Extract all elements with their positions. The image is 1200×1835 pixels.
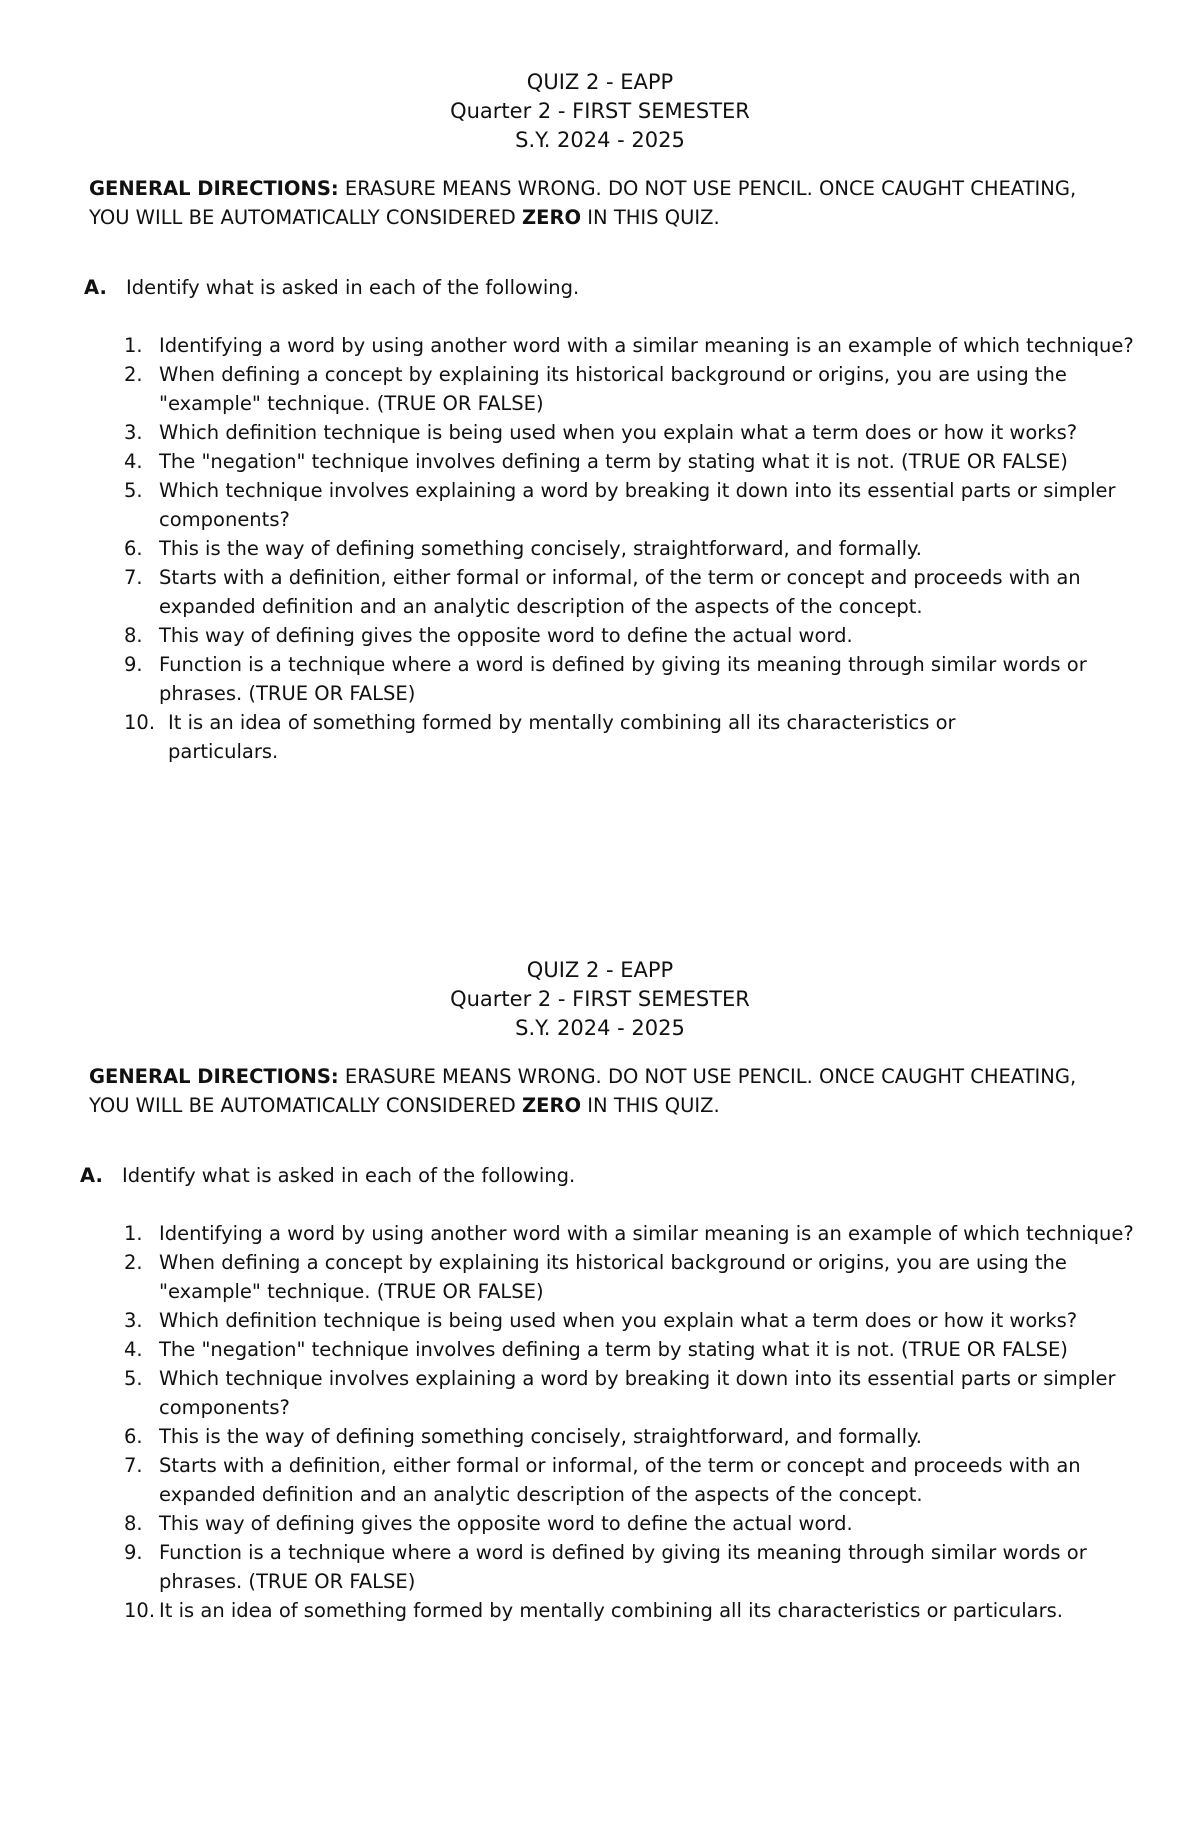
quiz-quarter: Quarter 2 - FIRST SEMESTER bbox=[450, 987, 750, 1011]
quiz-copy-1 bbox=[0, 68, 1200, 763]
question-text: Starts with a definition, either formal or informal, of the term or concept and proceeds with an expanded definition and an analytic description of the aspects of the concept. bbox=[159, 566, 1081, 618]
question-text: Starts with a definition, either formal or informal, of the term or concept and proceeds with an expanded definition and an analytic description of the aspects of the concept. bbox=[159, 1454, 1081, 1506]
question-text: The "negation" technique involves defining a term by stating what it is not. (TRUE OR FALSE) bbox=[159, 1338, 1068, 1361]
question-number: 7. bbox=[124, 566, 143, 589]
question-number: 2. bbox=[124, 363, 143, 386]
question-number: 9. bbox=[124, 653, 143, 676]
question-text: When defining a concept by explaining its historical background or origins, you are using the "example" technique. (TRUE OR FALSE) bbox=[159, 1251, 1067, 1303]
question-item bbox=[0, 476, 1134, 534]
section-instruction: Identify what is asked in each of the following. bbox=[126, 276, 580, 299]
question-number: 7. bbox=[124, 1454, 143, 1477]
question-number: 8. bbox=[124, 1512, 143, 1535]
question-number: 9. bbox=[124, 1541, 143, 1564]
question-number: 6. bbox=[124, 1425, 143, 1448]
quiz-title: QUIZ 2 - EAPP bbox=[526, 70, 674, 94]
question-text: Identifying a word by using another word with a similar meaning is an example of which technique? bbox=[159, 1222, 1134, 1245]
question-text: This is the way of defining something concisely, straightforward, and formally. bbox=[159, 1425, 922, 1448]
question-item bbox=[0, 418, 1134, 447]
quiz-quarter: Quarter 2 - FIRST SEMESTER bbox=[450, 99, 750, 123]
question-item bbox=[0, 1509, 1134, 1538]
directions-label: GENERAL DIRECTIONS: bbox=[89, 1065, 339, 1088]
question-text: Which definition technique is being used when you explain what a term does or how it works? bbox=[159, 421, 1078, 444]
question-item bbox=[0, 1248, 1134, 1306]
question-item bbox=[0, 1335, 1134, 1364]
question-text: This way of defining gives the opposite word to define the actual word. bbox=[159, 1512, 853, 1535]
question-number: 5. bbox=[124, 1367, 143, 1390]
question-number: 5. bbox=[124, 479, 143, 502]
directions-text-end: IN THIS QUIZ. bbox=[587, 206, 720, 229]
question-item bbox=[0, 360, 1134, 418]
section-instruction: Identify what is asked in each of the following. bbox=[122, 1164, 576, 1187]
question-item bbox=[0, 1451, 1134, 1509]
quiz-title: QUIZ 2 - EAPP bbox=[526, 958, 674, 982]
directions-text-end: IN THIS QUIZ. bbox=[587, 1094, 720, 1117]
section-a bbox=[80, 1161, 575, 1190]
question-text: Which definition technique is being used when you explain what a term does or how it works? bbox=[159, 1309, 1078, 1332]
question-item bbox=[0, 650, 1134, 708]
question-text: It is an idea of something formed by mentally combining all its characteristics or particulars. bbox=[168, 711, 956, 763]
question-item bbox=[0, 708, 1068, 766]
directions-text: ERASURE MEANS WRONG. DO NOT USE PENCIL. ONCE CAUGHT CHEATING, YOU WILL BE AUTOMATICALLY CONSIDERED bbox=[89, 1065, 1077, 1117]
question-text: This way of defining gives the opposite word to define the actual word. bbox=[159, 624, 853, 647]
section-label: A. bbox=[84, 276, 107, 299]
question-list bbox=[0, 331, 1200, 766]
directions-label: GENERAL DIRECTIONS: bbox=[89, 177, 339, 200]
question-item bbox=[0, 534, 1134, 563]
directions-emphasis: ZERO bbox=[522, 206, 582, 229]
section-label: A. bbox=[80, 1164, 103, 1187]
question-text: Function is a technique where a word is defined by giving its meaning through similar words or phrases. (TRUE OR FALSE) bbox=[159, 1541, 1087, 1593]
question-item bbox=[0, 331, 1134, 360]
question-text: The "negation" technique involves defining a term by stating what it is not. (TRUE OR FALSE) bbox=[159, 450, 1068, 473]
question-item bbox=[0, 563, 1134, 621]
question-number: 1. bbox=[124, 334, 143, 357]
general-directions bbox=[89, 1062, 1109, 1120]
question-item bbox=[0, 621, 1134, 650]
question-text: Function is a technique where a word is defined by giving its meaning through similar words or phrases. (TRUE OR FALSE) bbox=[159, 653, 1087, 705]
directions-text: ERASURE MEANS WRONG. DO NOT USE PENCIL. ONCE CAUGHT CHEATING, YOU WILL BE AUTOMATICALLY CONSIDERED bbox=[89, 177, 1077, 229]
question-number: 8. bbox=[124, 624, 143, 647]
quiz-copy-2 bbox=[0, 956, 1200, 1622]
question-item bbox=[0, 1596, 1134, 1625]
question-item bbox=[0, 1306, 1134, 1335]
question-text: Identifying a word by using another word with a similar meaning is an example of which technique? bbox=[159, 334, 1134, 357]
question-number: 6. bbox=[124, 537, 143, 560]
question-number: 10. bbox=[124, 711, 156, 734]
quiz-school-year: S.Y. 2024 - 2025 bbox=[515, 128, 685, 152]
question-item bbox=[0, 447, 1134, 476]
question-number: 10. bbox=[124, 1599, 156, 1622]
question-text: When defining a concept by explaining its historical background or origins, you are using the "example" technique. (TRUE OR FALSE) bbox=[159, 363, 1067, 415]
quiz-school-year: S.Y. 2024 - 2025 bbox=[515, 1016, 685, 1040]
question-text: Which technique involves explaining a word by breaking it down into its essential parts or simpler components? bbox=[159, 1367, 1116, 1419]
question-number: 4. bbox=[124, 450, 143, 473]
question-item bbox=[0, 1538, 1134, 1596]
section-a bbox=[84, 273, 579, 302]
question-item bbox=[0, 1422, 1134, 1451]
question-text: Which technique involves explaining a word by breaking it down into its essential parts or simpler components? bbox=[159, 479, 1116, 531]
question-number: 2. bbox=[124, 1251, 143, 1274]
question-number: 3. bbox=[124, 421, 143, 444]
question-text: It is an idea of something formed by mentally combining all its characteristics or particulars. bbox=[159, 1599, 1063, 1622]
directions-emphasis: ZERO bbox=[522, 1094, 582, 1117]
question-number: 4. bbox=[124, 1338, 143, 1361]
question-item bbox=[0, 1364, 1134, 1422]
question-text: This is the way of defining something concisely, straightforward, and formally. bbox=[159, 537, 922, 560]
quiz-header bbox=[0, 956, 1200, 1043]
question-item bbox=[0, 1219, 1134, 1248]
general-directions bbox=[89, 174, 1109, 232]
question-list bbox=[0, 1219, 1200, 1625]
quiz-header bbox=[0, 68, 1200, 155]
question-number: 3. bbox=[124, 1309, 143, 1332]
question-number: 1. bbox=[124, 1222, 143, 1245]
